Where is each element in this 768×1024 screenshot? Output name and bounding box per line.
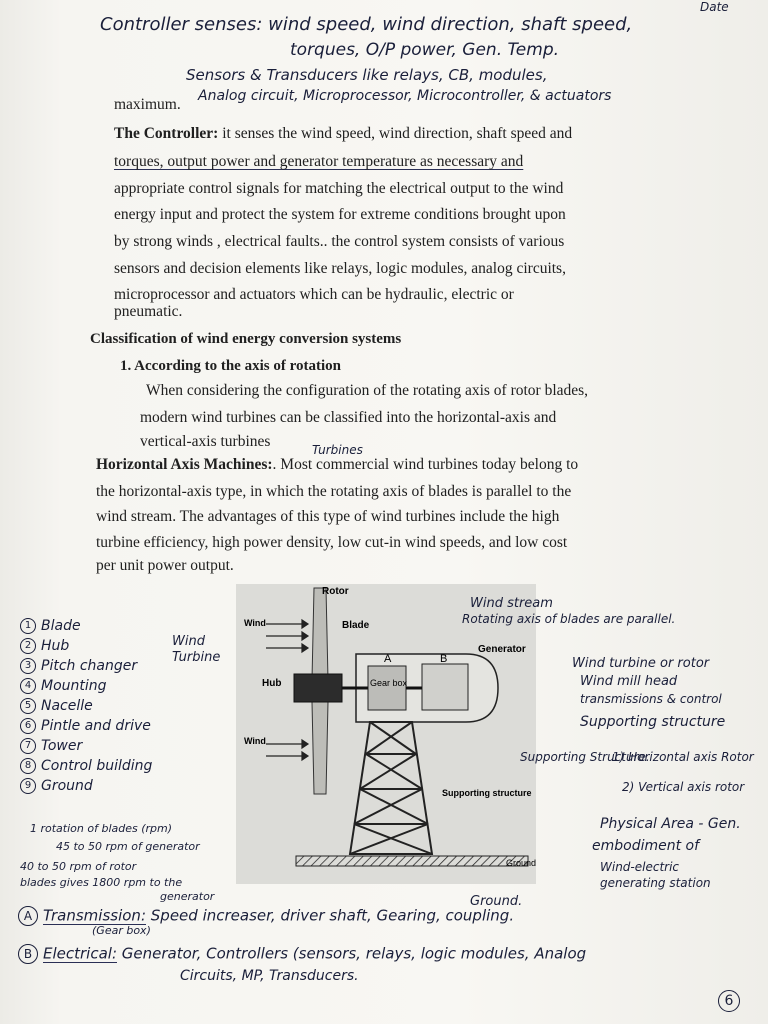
blade-lower — [312, 702, 328, 794]
physical-note-2: embodiment of — [592, 838, 700, 854]
label-wind-top: Wind — [244, 618, 266, 628]
axis-sub-heading: 1. According to the axis of rotation — [120, 358, 341, 374]
controller-line-7: microprocessor and actuators which can be hydraulic, electric or — [114, 286, 514, 303]
rpm-note-4: blades gives 1800 rpm to the — [20, 876, 183, 889]
wind-turbine-svg — [236, 584, 536, 884]
part-item: 1 Blade — [20, 618, 152, 638]
parts-list — [20, 618, 152, 798]
handwritten-top-line3: Sensors & Transducers like relays, CB, modules, — [186, 66, 548, 84]
axis-type-2: 2) Vertical axis rotor — [622, 780, 745, 794]
item-a-sub: (Gear box) — [92, 924, 151, 937]
handwritten-date-corner: Date — [700, 0, 729, 14]
right-note-3: transmissions & control — [580, 692, 722, 706]
page-number: 6 — [718, 990, 740, 1012]
controller-line-4: energy input and protect the system for extreme conditions brought upon — [114, 206, 566, 223]
right-note-4: Supporting structure — [580, 714, 726, 730]
item-b-marker: B — [18, 944, 38, 964]
label-blade: Blade — [342, 620, 370, 631]
ham-line-5: per unit power output. — [96, 557, 234, 574]
part-item: 2 Hub — [20, 638, 152, 658]
part-item: 4 Mounting — [20, 678, 152, 698]
ham-line-4: turbine efficiency, high power density, low cut-in wind speeds, and low cost — [96, 534, 568, 551]
controller-line-1-text: it senses the wind speed, wind direction, shaft speed and — [218, 125, 573, 142]
part-item: 8 Control building — [20, 758, 152, 778]
physical-note-1: Physical Area - Gen. — [600, 816, 741, 832]
controller-line-1 — [114, 125, 572, 143]
ham-line-2: the horizontal-axis type, in which the rotating axis of blades is parallel to the — [96, 483, 572, 500]
label-b: B — [440, 653, 448, 665]
controller-line-2: torques, output power and generator temperature as necessary and — [114, 153, 524, 170]
label-a: A — [384, 653, 392, 665]
part-item: 3 Pitch changer — [20, 658, 152, 678]
rpm-note-3: 40 to 50 rpm of rotor — [20, 860, 137, 873]
label-hub: Hub — [262, 678, 282, 689]
item-a-text: Speed increaser, driver shaft, Gearing, coupling. — [150, 906, 515, 925]
controller-line-8: pneumatic. — [114, 303, 183, 320]
text-maximum: maximum. — [114, 96, 181, 113]
label-generator: Generator — [478, 644, 526, 655]
axis-para-line-1: When considering the configuration of the rotating axis of rotor blades, — [146, 382, 589, 399]
item-a-marker: A — [18, 906, 38, 926]
ham-line-1-text: . Most commercial wind turbines today belong to — [272, 456, 579, 473]
item-b-text: Generator, Controllers (sensors, relays, logic modules, Analog — [121, 944, 587, 963]
wind-turbine-diagram — [236, 584, 536, 884]
part-item: 9 Ground — [20, 778, 152, 798]
tower-lattice — [350, 722, 432, 854]
handwritten-wind-stream: Wind stream — [470, 596, 553, 611]
part-item: 5 Nacelle — [20, 698, 152, 718]
blade-upper — [312, 588, 328, 680]
label-wind-bottom: Wind — [244, 736, 266, 746]
item-b-text-2: Circuits, MP, Transducers. — [180, 968, 359, 984]
physical-note-4: generating station — [600, 876, 711, 890]
item-b — [18, 944, 586, 964]
classification-heading: Classification of wind energy conversion systems — [90, 331, 402, 347]
part-item: 6 Pintle and drive — [20, 718, 152, 738]
supporting-structure-note: Supporting Structure. — [520, 750, 650, 764]
wind-turbine-brace-label: Wind Turbine — [172, 634, 221, 665]
controller-line-6: sensors and decision elements like relays, logic modules, analog circuits, — [114, 260, 566, 277]
label-rotor: Rotor — [322, 586, 349, 597]
ground-strip — [296, 856, 528, 866]
physical-note-3: Wind-electric — [600, 860, 680, 874]
axis-type-1: 1) Horizontal axis Rotor — [612, 750, 754, 764]
generator-shape — [422, 664, 468, 710]
rpm-note-2: 45 to 50 rpm of generator — [56, 840, 200, 853]
item-a-title: Transmission: — [43, 906, 146, 925]
handwritten-turbines: Turbines — [312, 443, 363, 457]
ham-line-1 — [96, 456, 578, 474]
item-b-title: Electrical: — [43, 944, 117, 963]
handwritten-top-line1: Controller senses: wind speed, wind direction, shaft speed, — [100, 14, 633, 35]
axis-para-line-3: vertical-axis turbines — [140, 433, 271, 450]
ham-label: Horizontal Axis Machines: — [96, 456, 273, 473]
item-a — [18, 906, 514, 926]
controller-label: The Controller: — [114, 125, 219, 142]
ground-note: Ground. — [470, 894, 523, 909]
ham-line-3: wind stream. The advantages of this type of wind turbines include the high — [96, 508, 560, 525]
part-item: 7 Tower — [20, 738, 152, 758]
handwritten-top-line2: torques, O/P power, Gen. Temp. — [290, 40, 560, 60]
rpm-note-1: 1 rotation of blades (rpm) — [30, 822, 173, 835]
gearbox-shape — [368, 666, 406, 710]
handwritten-top-line4: Analog circuit, Microprocessor, Microcontroller, & actuators — [198, 88, 612, 104]
label-supporting: Supporting structure — [442, 788, 532, 798]
label-gearbox: Gear box — [370, 678, 408, 688]
axis-para-line-2: modern wind turbines can be classified into the horizontal-axis and — [140, 409, 557, 426]
handwritten-rotating-axis: Rotating axis of blades are parallel. — [462, 612, 676, 626]
right-note-2: Wind mill head — [580, 674, 678, 689]
label-ground: Ground — [506, 858, 536, 868]
controller-line-5: by strong winds , electrical faults.. the control system consists of various — [114, 233, 565, 250]
rpm-note-5: generator — [160, 890, 215, 903]
controller-line-3: appropriate control signals for matching the electrical output to the wind — [114, 180, 564, 197]
hub-shape — [294, 674, 342, 702]
right-note-1: Wind turbine or rotor — [572, 656, 710, 671]
